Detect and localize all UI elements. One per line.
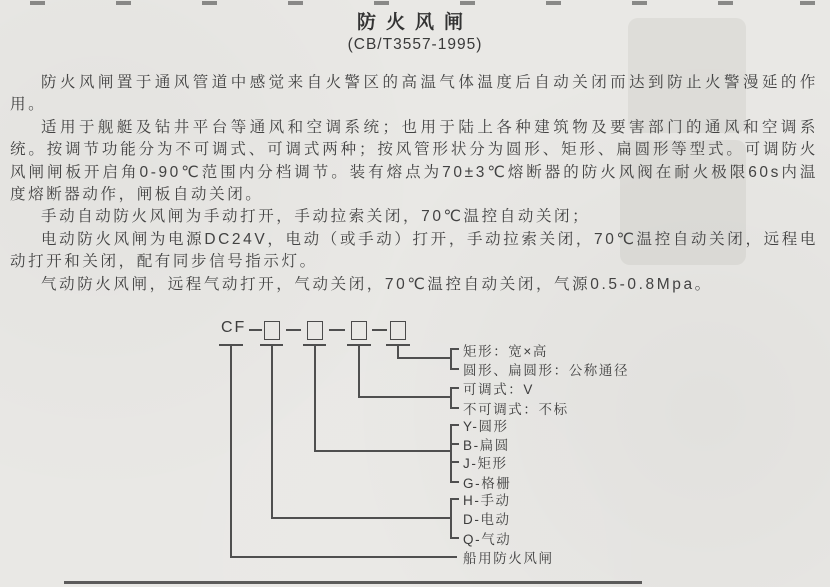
code-box-3 — [351, 321, 367, 340]
code-dash — [372, 329, 387, 331]
connector-line — [303, 344, 326, 346]
paragraph-manual: 手动自动防火风闸为手动打开，手动拉索关闭，70℃温控自动关闭； — [41, 208, 591, 226]
scan-artifact — [460, 1, 475, 5]
code-box-2 — [307, 321, 323, 340]
diagram-label: 船用防火风闸 — [463, 551, 554, 566]
diagram-label: 不可调式：不标 — [463, 402, 569, 417]
code-dash — [329, 329, 345, 331]
connector-line — [219, 344, 243, 346]
diagram-label: Y-圆形 — [463, 419, 509, 434]
scan-artifact — [546, 1, 561, 5]
connector-line — [450, 387, 459, 389]
diagram-label: J-矩形 — [463, 456, 508, 471]
paragraph-electric: 电动防火风闸为电源DC24V，电动（或手动）打开，手动拉索关闭，70℃温控自动关闭，远程电动打开和关闭，配有同步信号指示灯。 — [10, 230, 818, 271]
scan-artifact — [202, 1, 217, 5]
scan-artifact — [632, 1, 647, 5]
connector-line — [314, 346, 316, 451]
scan-artifact — [374, 1, 389, 5]
connector-line — [397, 357, 450, 359]
connector-line — [450, 348, 459, 350]
scan-artifact — [288, 1, 303, 5]
diagram-label: D-电动 — [463, 512, 511, 527]
connector-line — [271, 517, 450, 519]
diagram-label: H-手动 — [463, 493, 511, 508]
connector-line — [230, 556, 457, 558]
paragraph-application: 适用于舰艇及钻井平台等通风和空调系统；也用于陆上各种建筑物及要害部门的通风和空调系统。按调节功能分为不可调式、可调式两种；按风管形状分为圆形、矩形、扁圆形等型式。可调防火风闸闸板开启角0-90℃范围内分档调节。装有熔点为70±3℃熔断器的防火风阀在耐火极限60s内温度熔断器动作，闸板自动关闭。 — [10, 118, 818, 204]
paragraph-intro: 防火风闸置于通风管道中感觉来自火警区的高温气体温度后自动关闭而达到防止火警漫延的作用。 — [10, 74, 818, 114]
model-code-prefix: CF — [221, 319, 247, 336]
connector-line — [450, 498, 452, 538]
connector-line — [397, 346, 399, 358]
diagram-label: B-扁圆 — [463, 438, 510, 453]
connector-line — [450, 461, 459, 463]
connector-line — [450, 348, 452, 369]
connector-line — [347, 344, 371, 346]
connector-line — [386, 344, 410, 346]
connector-line — [358, 396, 450, 398]
scan-artifact — [116, 1, 131, 5]
scan-artifact — [64, 581, 642, 584]
code-box-1 — [264, 321, 280, 340]
connector-line — [450, 424, 459, 426]
scan-artifact — [718, 1, 733, 5]
connector-line — [450, 537, 459, 539]
connector-line — [358, 346, 360, 397]
connector-line — [271, 346, 273, 518]
diagram-label: 可调式：V — [463, 382, 535, 397]
body-text — [10, 72, 818, 296]
connector-line — [230, 346, 232, 557]
code-dash — [286, 329, 301, 331]
code-dash — [249, 329, 262, 331]
paragraph-pneumatic: 气动防火风闸，远程气动打开，气动关闭，70℃温控自动关闭，气源0.5-0.8Mpa。 — [41, 275, 713, 293]
diagram-label: Q-气动 — [463, 532, 512, 547]
connector-line — [450, 424, 452, 482]
connector-line — [314, 450, 450, 452]
connector-line — [260, 344, 283, 346]
code-box-4 — [390, 321, 406, 340]
connector-line — [450, 387, 452, 408]
connector-line — [450, 498, 459, 500]
connector-line — [450, 407, 459, 409]
page-title: 防火风闸 — [356, 12, 473, 33]
diagram-label: 矩形：宽×高 — [463, 344, 548, 359]
connector-line — [450, 481, 459, 483]
scan-artifact — [800, 1, 815, 5]
connector-line — [450, 368, 459, 370]
scan-artifact — [30, 1, 45, 5]
diagram-label: G-格栅 — [463, 476, 512, 491]
standard-code: (CB/T3557-1995) — [347, 36, 483, 53]
diagram-label: 圆形、扁圆形：公称通径 — [463, 363, 630, 378]
connector-line — [450, 443, 459, 445]
